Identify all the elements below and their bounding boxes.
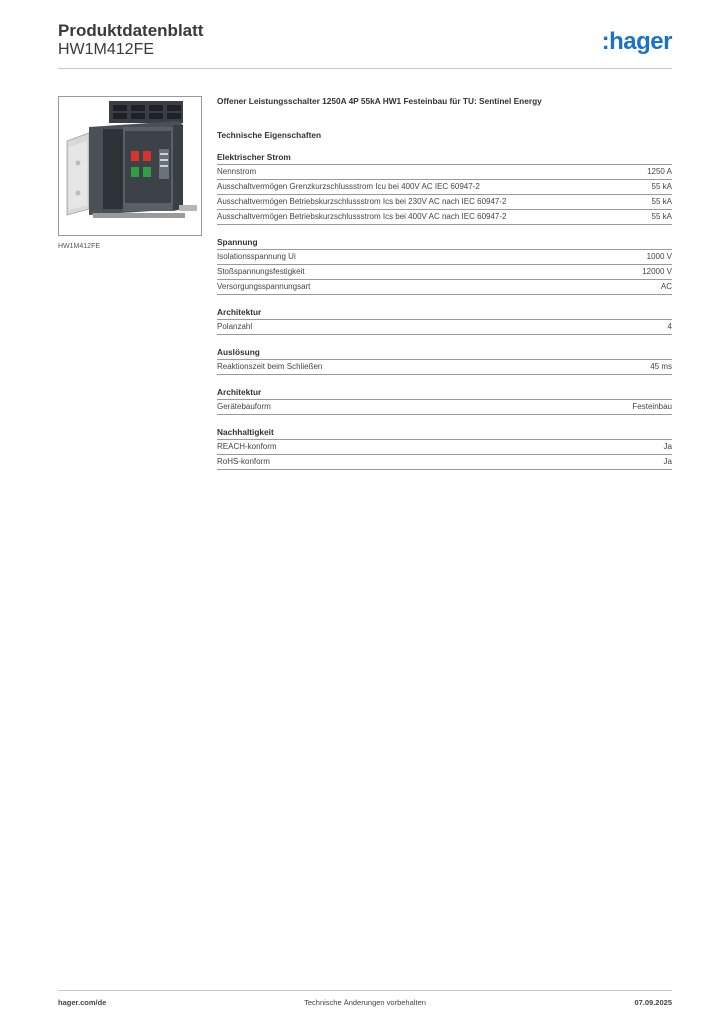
footer-divider — [58, 990, 672, 991]
spec-value: Ja — [663, 457, 672, 466]
spec-group-spannung — [217, 237, 672, 295]
spec-value: AC — [660, 282, 672, 291]
spec-label: REACH-konform — [217, 442, 277, 451]
logo-text: hager — [609, 28, 672, 55]
spec-label: Ausschaltvermögen Betriebskurzschlussstrom Ics bei 230V AC nach IEC 60947-2 — [217, 197, 507, 206]
product-code: HW1M412FE — [58, 41, 155, 58]
spec-row — [217, 360, 672, 375]
spec-row — [217, 180, 672, 195]
spec-value: 1250 A — [647, 167, 672, 176]
spec-group-architektur-2 — [217, 387, 672, 415]
section-heading: Technische Eigenschaften — [217, 130, 322, 140]
spec-label: Stoßspannungsfestigkeit — [217, 267, 305, 276]
spec-label: Isolationsspannung Ui — [217, 252, 296, 261]
product-image — [58, 96, 202, 236]
spec-label: Gerätebauform — [217, 402, 271, 411]
spec-value: 45 ms — [650, 362, 672, 371]
spec-label: Versorgungsspannungsart — [217, 282, 311, 291]
product-description: Offener Leistungsschalter 1250A 4P 55kA HW1 Festeinbau für TU: Sentinel Energy — [217, 96, 542, 106]
spec-label: Reaktionszeit beim Schließen — [217, 362, 323, 371]
spec-row — [217, 320, 672, 335]
group-title: Auslösung — [217, 347, 672, 360]
spec-row — [217, 250, 672, 265]
spec-row — [217, 195, 672, 210]
spec-content — [217, 96, 672, 470]
spec-row — [217, 400, 672, 415]
spec-row — [217, 265, 672, 280]
spec-label: RoHS-konform — [217, 457, 270, 466]
image-caption: HW1M412FE — [58, 243, 101, 250]
footer-website-link[interactable]: hager.com/de — [58, 998, 107, 1007]
spec-value: 12000 V — [642, 267, 672, 276]
spec-label: Ausschaltvermögen Grenzkurzschlussstrom Icu bei 400V AC IEC 60947-2 — [217, 182, 480, 191]
group-title: Architektur — [217, 387, 672, 400]
circuit-breaker-icon — [59, 97, 201, 235]
group-title: Architektur — [217, 307, 672, 320]
footer-disclaimer: Technische Änderungen vorbehalten — [304, 998, 426, 1007]
group-title: Nachhaltigkeit — [217, 427, 672, 440]
header-divider — [58, 68, 672, 69]
logo-dots-icon: : — [601, 28, 610, 55]
spec-value: 55 kA — [651, 182, 672, 191]
spec-label: Ausschaltvermögen Betriebskurzschlussstrom Ics bei 400V AC nach IEC 60947-2 — [217, 212, 507, 221]
hager-logo — [602, 28, 672, 56]
spec-value: 4 — [667, 322, 672, 331]
spec-row — [217, 440, 672, 455]
spec-row — [217, 455, 672, 470]
page-header — [58, 22, 672, 68]
footer-date: 07.09.2025 — [634, 998, 672, 1007]
spec-value: 55 kA — [651, 212, 672, 221]
spec-label: Nennstrom — [217, 167, 257, 176]
spec-group-architektur — [217, 307, 672, 335]
spec-row — [217, 165, 672, 180]
spec-group-ausloesung — [217, 347, 672, 375]
group-title: Spannung — [217, 237, 672, 250]
spec-row — [217, 280, 672, 295]
spec-label: Polanzahl — [217, 322, 253, 331]
group-title: Elektrischer Strom — [217, 152, 672, 165]
spec-row — [217, 210, 672, 225]
spec-group-nachhaltigkeit — [217, 427, 672, 470]
spec-value: 1000 V — [646, 252, 672, 261]
spec-value: 55 kA — [651, 197, 672, 206]
spec-group-elektrischer-strom — [217, 152, 672, 225]
page-title: Produktdatenblatt — [58, 21, 204, 40]
spec-value: Ja — [663, 442, 672, 451]
spec-value: Festeinbau — [632, 402, 672, 411]
